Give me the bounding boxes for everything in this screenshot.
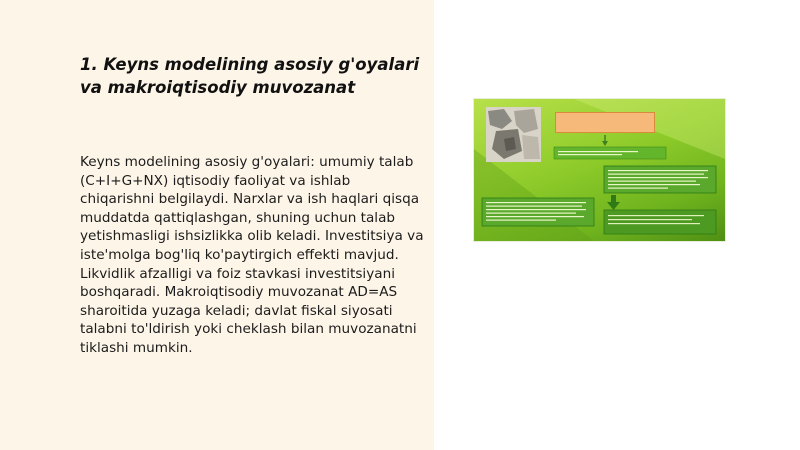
slide-title: 1. Keyns modelining asosiy g'oyalari va makroiqtisodiy muvozanat [80, 55, 420, 97]
portrait-photo [486, 107, 541, 162]
slide-body-text: Keyns modelining asosiy g'oyalari: umumiy talab (C+I+G+NX) iqtisodiy faoliyat va ishlab chiqarishni belgilaydi. Narxlar va ish haqlari qisqa muddatda qattiqlashgan, shuning uchun talab yetishmasligi ishsizlikka olib keladi. Investitsiya va iste'molga bog'liq ko'paytirgich effekti mavjud. Likvidlik afzalligi va foiz stavkasi investitsiyani boshqaradi. Makroiqtisodiy muvozanat AD=AS sharoitida yuzaga keladi; davlat fiskal siyosati talabni to'ldirish yoki cheklash bilan muvozanatni tiklashi mumkin. [80, 154, 424, 356]
diagram-image [474, 99, 725, 241]
diagram-title-box [555, 112, 655, 133]
